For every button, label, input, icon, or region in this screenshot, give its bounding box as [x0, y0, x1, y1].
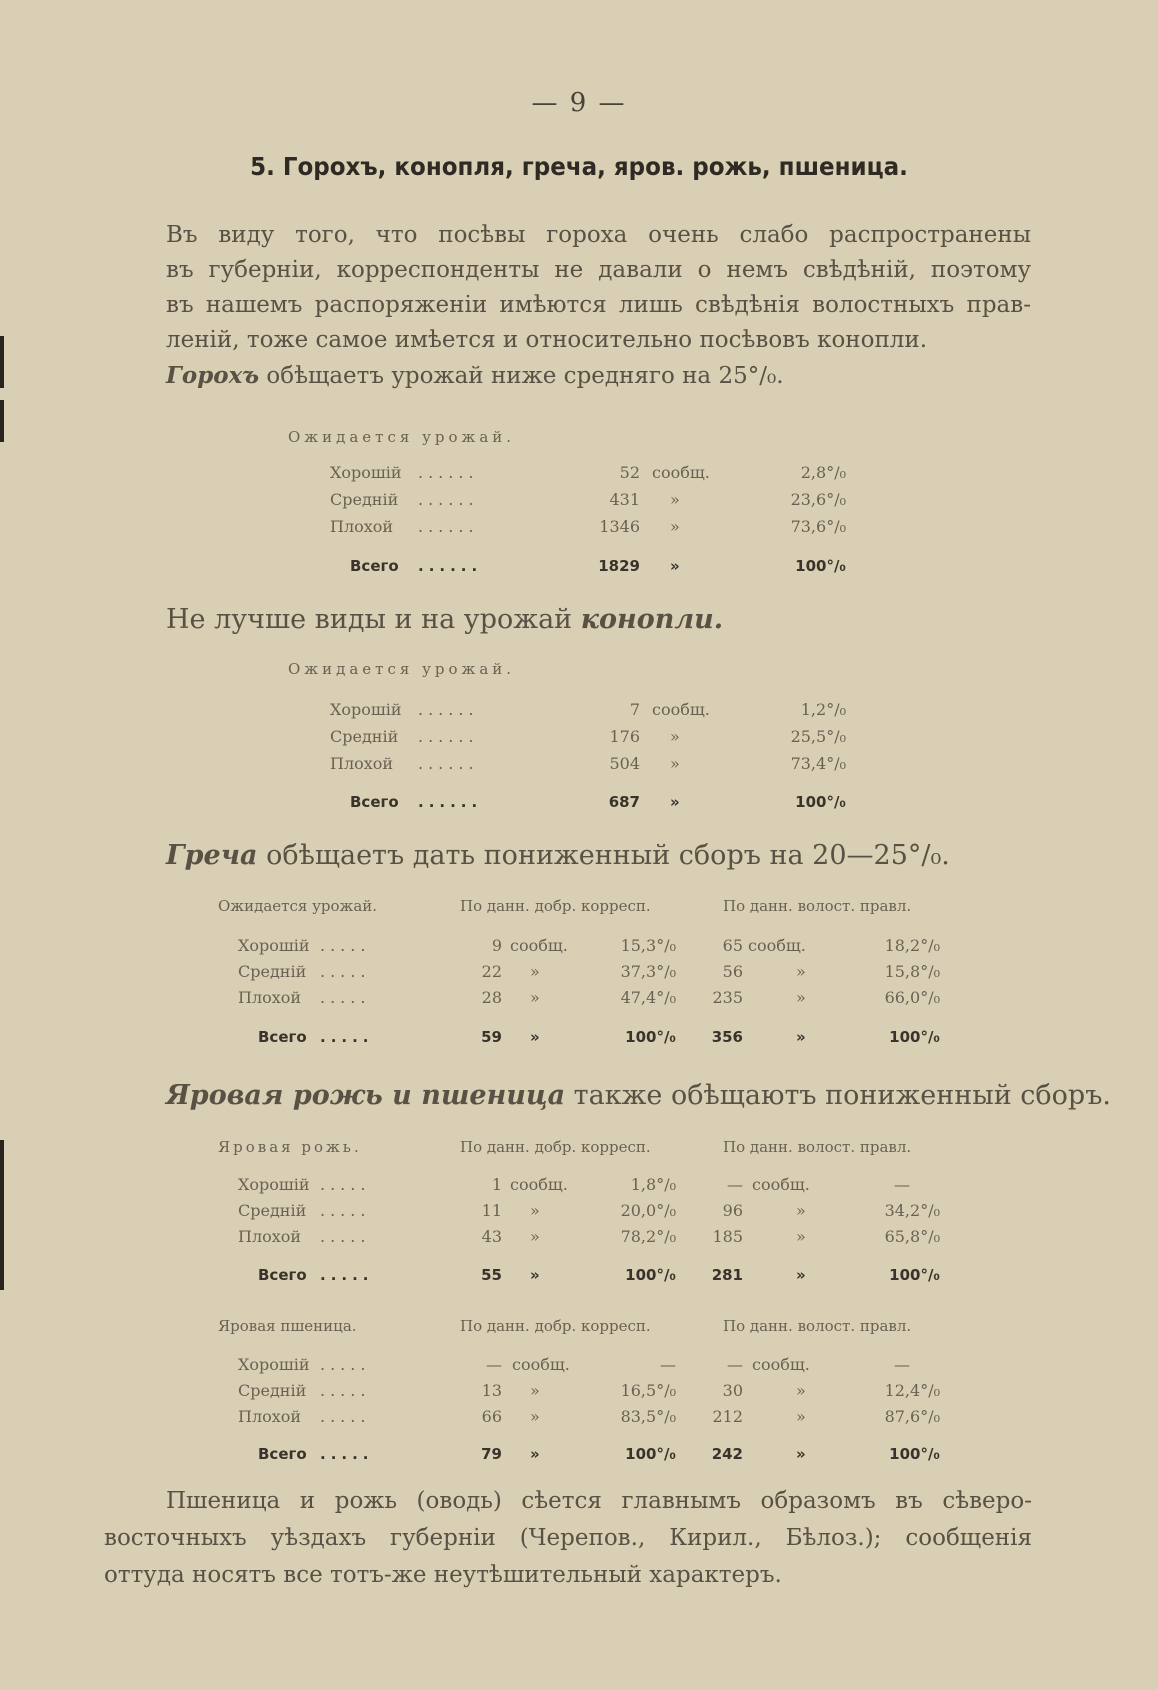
table-cell: Плохой — [330, 754, 394, 773]
table-cell: » — [530, 1445, 540, 1463]
table-cell: ..... — [320, 988, 371, 1007]
table-cell: сообщ. — [510, 936, 568, 955]
table-cell: 11 — [481, 1201, 502, 1220]
table-cell: ..... — [320, 1381, 371, 1400]
table-cell: ..... — [320, 1266, 374, 1284]
table-cell: 66,0°/₀ — [884, 988, 940, 1007]
table-header-source: По данн. добр. корресп. — [460, 897, 651, 915]
scan-edge-mark — [0, 1140, 4, 1290]
table-cell: 100°/₀ — [625, 1445, 676, 1463]
hemp-sentence — [166, 604, 723, 635]
table-cell: 100°/₀ — [795, 793, 846, 811]
table-cell: сообщ. — [752, 1355, 810, 1374]
table-cell: » — [530, 962, 540, 981]
table-cell: 100°/₀ — [795, 557, 846, 575]
table-cell: ..... — [320, 936, 371, 955]
table-cell: 59 — [481, 1028, 502, 1046]
spring-sentence — [166, 1080, 1111, 1111]
intro-paragraph — [166, 218, 1031, 358]
text-line: Пшеница и рожь (оводь) сѣется главнымъ образомъ въ сѣверо- — [166, 1488, 1032, 1514]
table-cell: Плохой — [238, 988, 302, 1007]
table-cell: 79 — [481, 1445, 502, 1463]
table-cell: » — [530, 1407, 540, 1426]
text-line: оттуда носятъ все тотъ-же неутѣшительный характеръ. — [104, 1562, 782, 1588]
table-cell: 22 — [481, 962, 502, 981]
table-cell: сообщ. — [652, 700, 710, 719]
table-cell: сообщ. — [512, 1355, 570, 1374]
table-cell: — — [486, 1355, 502, 1374]
table-cell: ...... — [418, 557, 483, 575]
table-cell: 185 — [712, 1227, 743, 1246]
table-cell: 25,5°/₀ — [790, 727, 846, 746]
table-header-label: Яровая рожь. — [218, 1138, 362, 1156]
scan-edge-mark — [0, 336, 4, 388]
table-cell: 65,8°/₀ — [884, 1227, 940, 1246]
table-cell: 7 — [629, 700, 640, 719]
table-cell: ...... — [418, 490, 479, 509]
table-header-source: По данн. добр. корресп. — [460, 1138, 651, 1156]
table-cell: 1 — [491, 1175, 502, 1194]
table-cell: 47,4°/₀ — [620, 988, 676, 1007]
table-cell: 1,2°/₀ — [800, 700, 846, 719]
table-caption: Ожидается урожай. — [288, 428, 516, 446]
text-line: въ губерніи, корреспонденты не давали о немъ свѣдѣній, поэтому — [166, 257, 1031, 283]
table-cell: ...... — [418, 463, 479, 482]
emphasis: Греча — [166, 840, 258, 871]
table-cell: 431 — [609, 490, 640, 509]
table-cell: сообщ. — [510, 1175, 568, 1194]
table-header-label: Ожидается урожай. — [218, 897, 378, 915]
table-cell: 100°/₀ — [625, 1028, 676, 1046]
table-cell: » — [796, 1028, 806, 1046]
table-header-source: По данн. волост. правл. — [723, 1317, 912, 1335]
table-cell: 96 — [722, 1201, 743, 1220]
section-heading: 5. Горохъ, конопля, греча, яров. рожь, пшеница. — [250, 152, 908, 181]
table-header-source: По данн. добр. корресп. — [460, 1317, 651, 1335]
table-cell: 78,2°/₀ — [620, 1227, 676, 1246]
table-cell: » — [796, 1445, 806, 1463]
table-cell: 30 — [722, 1381, 743, 1400]
table-header-source: По данн. волост. правл. — [723, 1138, 912, 1156]
table-cell: Хорошій — [238, 1355, 310, 1374]
text-line: въ нашемъ распоряженіи имѣются лишь свѣдѣнія волостныхъ прав- — [166, 292, 1031, 318]
table-cell: » — [530, 1227, 540, 1246]
table-cell: 100°/₀ — [889, 1445, 940, 1463]
table-cell: 176 — [609, 727, 640, 746]
table-cell: Плохой — [238, 1407, 302, 1426]
table-cell: сообщ. — [652, 463, 710, 482]
table-cell: Средній — [238, 1201, 307, 1220]
table-cell: » — [796, 962, 806, 981]
table-cell: ...... — [418, 700, 479, 719]
table-cell: 18,2°/₀ — [884, 936, 940, 955]
table-cell: 28 — [481, 988, 502, 1007]
table-cell: » — [530, 1028, 540, 1046]
table-cell: 356 — [711, 1028, 743, 1046]
table-cell: ..... — [320, 962, 371, 981]
table-cell: ..... — [320, 1227, 371, 1246]
table-header-source: По данн. волост. правл. — [723, 897, 912, 915]
sentence-text: Не лучше виды и на урожай — [166, 604, 581, 635]
table-cell: Всего — [350, 793, 399, 811]
table-cell: » — [670, 754, 680, 773]
table-cell: ...... — [418, 793, 483, 811]
table-cell: Всего — [258, 1445, 307, 1463]
table-cell: ..... — [320, 1407, 371, 1426]
table-cell: ...... — [418, 727, 479, 746]
table-cell: 100°/₀ — [625, 1266, 676, 1284]
table-cell: » — [796, 1407, 806, 1426]
sentence-text: также обѣщаютъ пониженный сборъ. — [565, 1080, 1111, 1111]
table-cell: 83,5°/₀ — [620, 1407, 676, 1426]
table-cell: » — [796, 1381, 806, 1400]
table-cell: Всего — [258, 1266, 307, 1284]
table-cell: Хорошій — [238, 936, 310, 955]
table-cell: Средній — [330, 727, 399, 746]
text-line: восточныхъ уѣздахъ губерніи (Черепов., Кирил., Бѣлоз.); сообщенія — [104, 1525, 1032, 1551]
emphasis: Горохъ — [166, 362, 260, 389]
table-cell: 13 — [481, 1381, 502, 1400]
table-cell: 12,4°/₀ — [884, 1381, 940, 1400]
table-cell: 15,8°/₀ — [884, 962, 940, 981]
emphasis: Яровая рожь и пшеница — [166, 1080, 566, 1111]
table-cell: Всего — [350, 557, 399, 575]
table-cell: » — [796, 988, 806, 1007]
sentence-text: обѣщаетъ дать пониженный сборъ на 20—25°/₀. — [257, 840, 950, 871]
table-cell: » — [670, 557, 680, 575]
table-cell: ..... — [320, 1355, 371, 1374]
table-cell: — — [727, 1175, 743, 1194]
table-cell: » — [670, 727, 680, 746]
scan-edge-mark — [0, 400, 4, 442]
table-cell: — — [894, 1175, 910, 1194]
table-cell: 2,8°/₀ — [800, 463, 846, 482]
table-cell: 1,8°/₀ — [630, 1175, 676, 1194]
table-cell: Плохой — [238, 1227, 302, 1246]
table-cell: — — [727, 1355, 743, 1374]
table-cell: Всего — [258, 1028, 307, 1046]
table-cell: 23,6°/₀ — [790, 490, 846, 509]
table-cell: » — [530, 1381, 540, 1400]
table-cell: Хорошій — [330, 700, 402, 719]
text-line: леній, тоже самое имѣется и относительно посѣвовъ конопли. — [166, 327, 928, 353]
table-cell: 100°/₀ — [889, 1266, 940, 1284]
table-cell: 20,0°/₀ — [620, 1201, 676, 1220]
table-cell: 73,6°/₀ — [790, 517, 846, 536]
table-cell: ...... — [418, 517, 479, 536]
table-cell: » — [670, 793, 680, 811]
table-cell: сообщ. — [748, 936, 806, 955]
table-cell: 100°/₀ — [889, 1028, 940, 1046]
table-cell: 504 — [609, 754, 640, 773]
table-header-label: Яровая пшеница. — [218, 1317, 357, 1335]
table-cell: 242 — [711, 1445, 743, 1463]
table-cell: 9 — [491, 936, 502, 955]
table-cell: Хорошій — [238, 1175, 310, 1194]
peas-sentence — [166, 358, 1031, 394]
table-cell: » — [796, 1266, 806, 1284]
table-cell: 1829 — [598, 557, 640, 575]
table-cell: » — [530, 1266, 540, 1284]
table-cell: ..... — [320, 1201, 371, 1220]
table-caption: Ожидается урожай. — [288, 660, 516, 678]
table-cell: 235 — [712, 988, 743, 1007]
table-cell: 15,3°/₀ — [620, 936, 676, 955]
table-cell: ..... — [320, 1175, 371, 1194]
table-cell: — — [660, 1355, 676, 1374]
table-cell: 281 — [711, 1266, 743, 1284]
table-cell: Хорошій — [330, 463, 402, 482]
table-cell: » — [530, 988, 540, 1007]
table-cell: 56 — [722, 962, 743, 981]
table-cell: 73,4°/₀ — [790, 754, 846, 773]
table-cell: ..... — [320, 1028, 374, 1046]
table-cell: сообщ. — [752, 1175, 810, 1194]
table-cell: Плохой — [330, 517, 394, 536]
table-cell: 37,3°/₀ — [620, 962, 676, 981]
text-line: Въ виду того, что посѣвы гороха очень слабо распространены — [166, 222, 1031, 248]
table-cell: 34,2°/₀ — [884, 1201, 940, 1220]
table-cell: Средній — [330, 490, 399, 509]
table-cell: ...... — [418, 754, 479, 773]
table-cell: 43 — [481, 1227, 502, 1246]
table-cell: » — [670, 517, 680, 536]
table-cell: 65 — [722, 936, 743, 955]
table-cell: » — [796, 1201, 806, 1220]
table-cell: » — [796, 1227, 806, 1246]
table-cell: — — [894, 1355, 910, 1374]
closing-paragraph — [104, 1483, 1032, 1594]
table-cell: 52 — [619, 463, 640, 482]
table-cell: Средній — [238, 962, 307, 981]
emphasis: конопли. — [580, 604, 724, 635]
table-cell: 55 — [481, 1266, 502, 1284]
page-number: — 9 — — [531, 88, 627, 118]
table-cell: 687 — [608, 793, 640, 811]
sentence-text: обѣщаетъ урожай ниже средняго на 25°/₀. — [259, 363, 784, 389]
table-cell: » — [670, 490, 680, 509]
table-cell: Средній — [238, 1381, 307, 1400]
table-cell: » — [530, 1201, 540, 1220]
buckwheat-sentence — [166, 840, 950, 871]
table-cell: 1346 — [599, 517, 640, 536]
table-cell: 212 — [712, 1407, 743, 1426]
table-cell: 16,5°/₀ — [620, 1381, 676, 1400]
table-cell: 87,6°/₀ — [884, 1407, 940, 1426]
table-cell: 66 — [481, 1407, 502, 1426]
table-cell: ..... — [320, 1445, 374, 1463]
